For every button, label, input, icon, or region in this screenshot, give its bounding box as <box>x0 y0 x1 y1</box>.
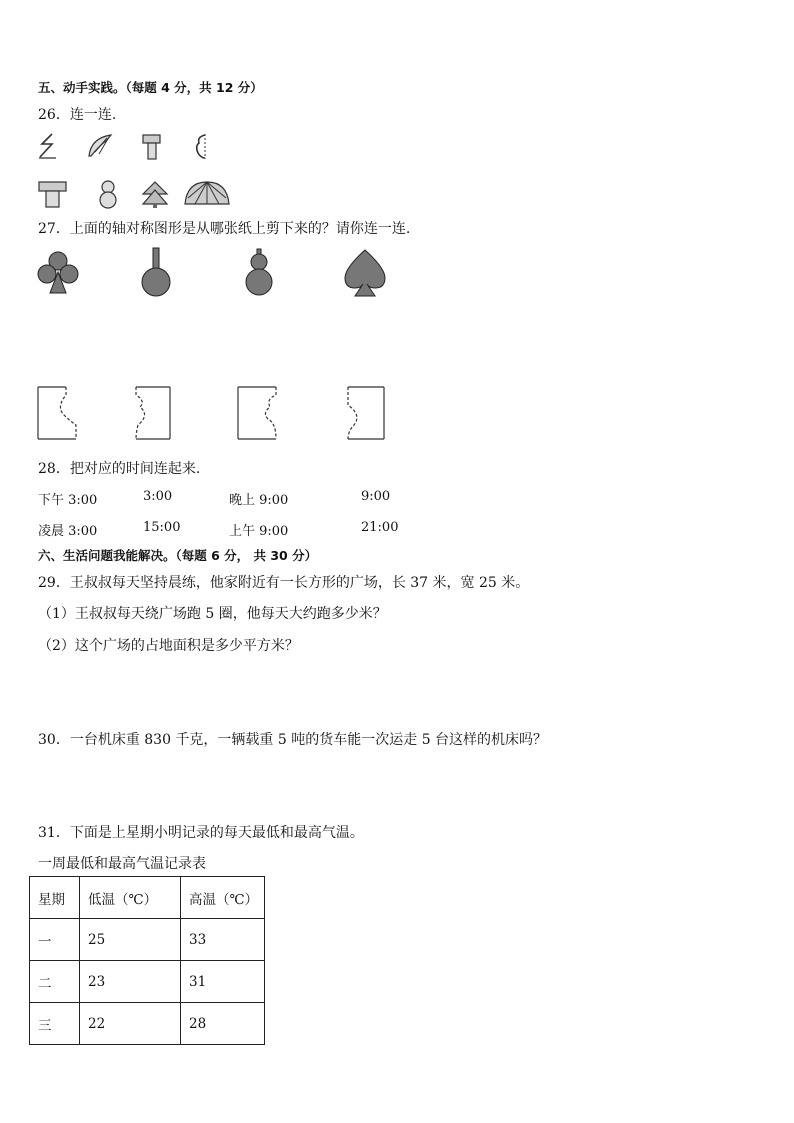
question-29-text: 29．王叔叔每天坚持晨练，他家附近有一长方形的广场，长 37 米，宽 25 米。 <box>38 575 530 591</box>
cell-weekday: 一 <box>30 919 80 961</box>
time-row1-item4: 9:00 <box>361 489 391 504</box>
cell-high-temp: 33 <box>181 919 265 961</box>
club-shape-icon <box>36 250 80 296</box>
cell-high-temp: 28 <box>181 1003 265 1045</box>
table-row <box>30 961 265 1003</box>
half-umbrella-icon <box>85 132 115 162</box>
table-header-row <box>30 877 265 919</box>
section-5-title: 五、动手实践。（每题 4 分，共 12 分） <box>38 80 263 95</box>
question-27-text: 27．上面的轴对称图形是从哪张纸上剪下来的？请你连一连. <box>38 221 411 237</box>
half-house-icon <box>140 132 164 162</box>
cell-weekday: 二 <box>30 961 80 1003</box>
cell-low-temp: 25 <box>80 919 181 961</box>
cell-high-temp: 31 <box>181 961 265 1003</box>
time-row1-item3: 晚上 9:00 <box>229 493 289 508</box>
house-icon <box>36 178 70 210</box>
time-row2-item3: 上午 9:00 <box>229 524 289 539</box>
table-row <box>30 1003 265 1045</box>
time-row2-item2: 15:00 <box>143 520 181 535</box>
folded-paper-cut-1 <box>36 385 80 441</box>
half-zigzag-icon <box>36 132 60 162</box>
round-flask-shape-icon <box>139 246 173 298</box>
question-30-text: 30．一台机床重 830 千克，一辆载重 5 吨的货车能一次运走 5 台这样的机床吗？ <box>38 732 548 748</box>
time-row2-item1: 凌晨 3:00 <box>38 524 98 539</box>
header-weekday: 星期 <box>30 877 80 919</box>
folded-paper-cut-4 <box>344 385 388 441</box>
header-high-temp: 高温（℃） <box>181 877 265 919</box>
tree-icon <box>140 178 170 210</box>
spade-shape-icon <box>341 248 389 298</box>
header-low-temp: 低温（℃） <box>80 877 181 919</box>
gourd-shape-icon <box>243 248 275 298</box>
snowman-icon <box>95 178 121 210</box>
cell-weekday: 三 <box>30 1003 80 1045</box>
folded-paper-cut-3 <box>236 385 280 441</box>
time-row1-item1: 下午 3:00 <box>38 493 98 508</box>
time-row1-item2: 3:00 <box>143 489 173 504</box>
table-row <box>30 919 265 961</box>
temperature-table <box>29 876 265 1045</box>
folded-paper-cut-2 <box>130 385 174 441</box>
question-29-sub2: （2）这个广场的占地面积是多少平方米？ <box>38 638 299 654</box>
section-6-title: 六、生活问题我能解决。（每题 6 分， 共 30 分） <box>38 548 318 563</box>
question-26-text: 26．连一连. <box>38 107 117 123</box>
question-29-sub1: （1）王叔叔每天绕广场跑 5 圈，他每天大约跑多少米？ <box>38 606 387 622</box>
umbrella-icon <box>183 178 231 210</box>
half-snowman-icon <box>193 132 213 162</box>
question-31-text: 31．下面是上星期小明记录的每天最低和最高气温。 <box>38 825 364 841</box>
cell-low-temp: 23 <box>80 961 181 1003</box>
table-title: 一周最低和最高气温记录表 <box>38 856 206 872</box>
cell-low-temp: 22 <box>80 1003 181 1045</box>
time-row2-item4: 21:00 <box>361 520 399 535</box>
question-28-text: 28．把对应的时间连起来. <box>38 461 201 477</box>
